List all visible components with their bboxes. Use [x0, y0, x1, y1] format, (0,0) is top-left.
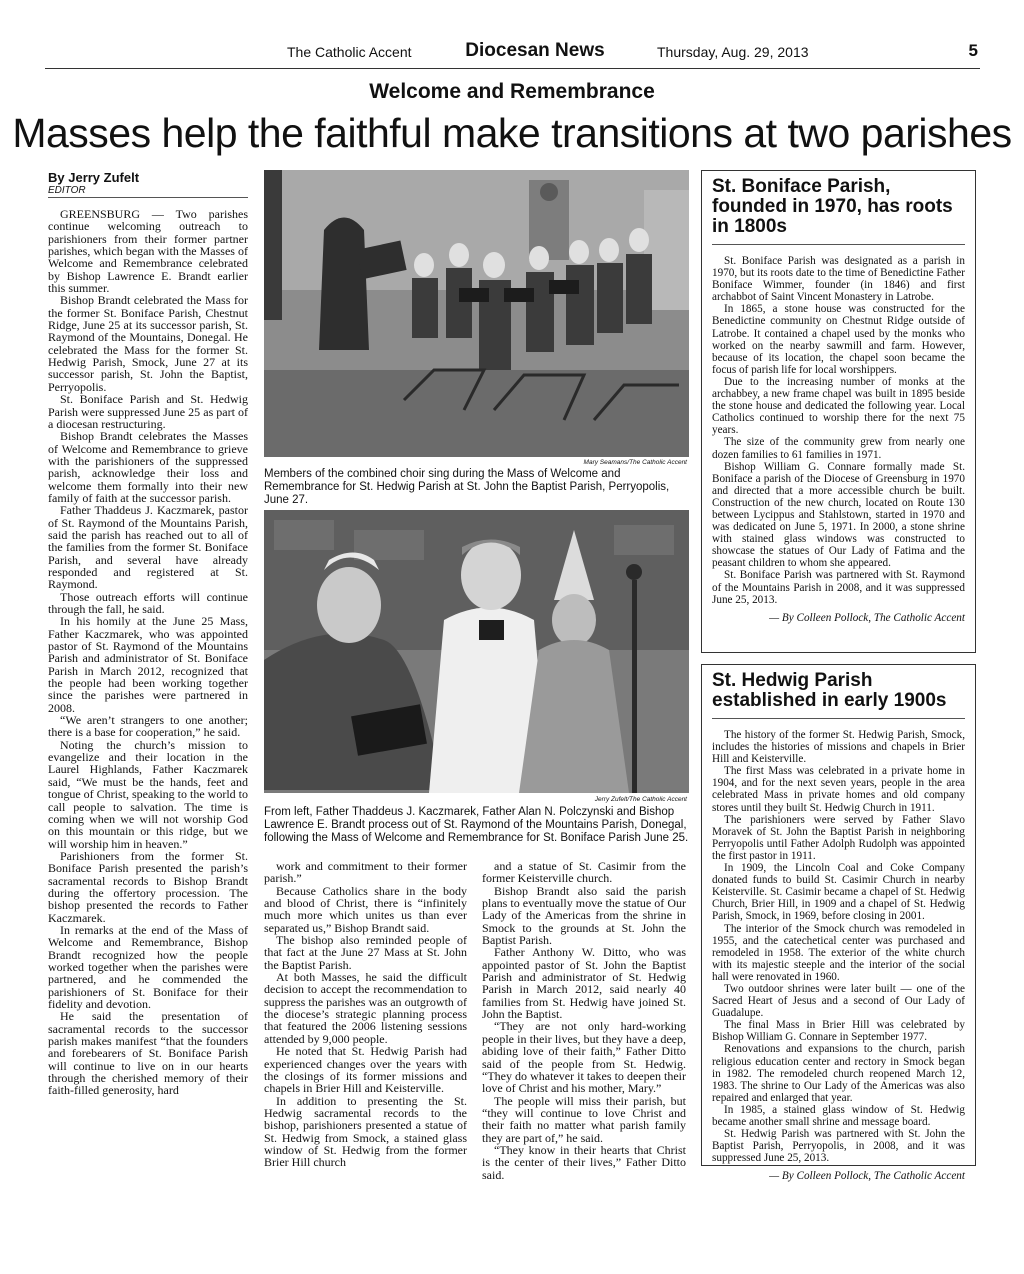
article-paragraph: “They are not only hard-working people in their lives, but they have a deep, abiding love of their faith,” Father Ditto said of the people from St. Hedwig. “They do whatever it takes to deepen their love of Christ and his mother, Mary.”	[482, 1019, 686, 1096]
kicker: Welcome and Remembrance	[369, 80, 655, 103]
article-paragraph: Bishop Brandt celebrated the Mass for the former St. Boniface Parish, Chestnut Ridge, June 25 at its successor parish, St. Raymond of the Mountains, Donegal. He celebrated the Mass for the former St. Hedwig Parish, Smock, June 27 at its successor parish, St. John the Baptist, Perryopolis.	[48, 293, 248, 394]
byline	[48, 170, 248, 196]
byline-title: EDITOR	[48, 185, 86, 196]
article-paragraph: He noted that St. Hedwig Parish had experienced changes over the years with the closings of its former missions and chapels in Brier Hill and Keisterville.	[264, 1044, 467, 1096]
article-column-1	[48, 208, 248, 1097]
sidebar-paragraph: The parishioners were served by Father Slavo Moravek of St. John the Baptist Parish in neighboring Perryopolis until Father Adolph Rudolph was appointed the first pastor in 1911.	[712, 813, 965, 862]
issue-date: Thursday, Aug. 29, 2013	[657, 44, 809, 60]
sidebar-paragraph: Bishop William G. Connare formally made St. Boniface a parish of the Diocese of Greensburg in 1970 and directed that a more accessible church be built. Construction of the new church, located on Route 130 between Lycippus and Stahlstown, started in 1970 and was dedicated on June 5, 1971. In 2000, a stone shrine with stained glass windows was constructed to showcase the statues of Our Lady of Fatima and the peasant children to whom she appeared.	[712, 460, 965, 570]
sidebar-body-1	[712, 255, 965, 606]
article-paragraph: Bishop Brandt celebrates the Masses of Welcome and Remembrance to grieve with the parishioners of the suppressed parish, acknowledge their loss and welcome them formally into their new family of faith at the successor parish.	[48, 429, 248, 505]
article-paragraph: The bishop also reminded people of that fact at the June 27 Mass at St. John the Baptist Parish.	[264, 933, 467, 972]
article-paragraph: GREENSBURG — Two parishes continue welcoming outreach to parishioners from their former partner parishes, which began with the Masses of Welcome and Remembrance celebrated by Bishop Lawrence E. Brandt earlier this summer.	[48, 207, 248, 296]
article-paragraph: “They know in their hearts that Christ is the center of their lives,” Father Ditto said.	[482, 1142, 686, 1182]
sidebar-paragraph: The interior of the Smock church was remodeled in 1955, and the catechetical center was purchased and remodeled in 1958. The exterior of the white church with its majestic steeple and the interior of the social hall were renovated in 1960.	[712, 922, 965, 983]
photo-caption-1: Members of the combined choir sing during the Mass of Welcome and Remembrance for St. Hedwig Parish at St. John the Baptist Parish, Perryopolis, June 27.	[264, 468, 670, 506]
procession-photo	[264, 510, 689, 793]
sidebar-paragraph: St. Hedwig Parish was partnered with St. John the Baptist Parish, Perryopolis, in 2008, and it was suppressed June 25, 2013.	[712, 1128, 965, 1165]
page-header	[45, 38, 980, 69]
sidebar-paragraph: The history of the former St. Hedwig Parish, Smock, includes the histories of missions and chapels in Brier Hill and Keisterville.	[712, 729, 965, 766]
article-paragraph: “We aren’t strangers to one another; there is a base for cooperation,” he said.	[48, 713, 248, 740]
article-paragraph: In addition to presenting the St. Hedwig sacramental records to the bishop, parishioners presented a statue of St. Hedwig from Smock, a stained glass window of St. Hedwig from the former Brier Hill church	[264, 1093, 467, 1170]
sidebar-body-2	[712, 729, 965, 1164]
sidebar-paragraph: St. Boniface Parish was designated as a parish in 1970, but its roots date to the time of Benedictine Father Boniface Wimmer, founder (in 1846) and first archabbot of Saint Vincent Monastery in Latrobe.	[712, 255, 965, 304]
article-paragraph: Those outreach efforts will continue through the fall, he said.	[48, 589, 248, 616]
article-paragraph: and a statue of St. Casimir from the former Keisterville church.	[482, 859, 686, 886]
article-paragraph: In remarks at the end of the Mass of Welcome and Remembrance, Bishop Brandt recognized how the people worked together when the parishes were partnered, and he commended the parishioners of St. Boniface for their fidelity and devotion.	[48, 922, 248, 1011]
article-paragraph: Bishop Brandt also said the parish plans to eventually move the statue of Our Lady of the Americas from the shrine in Smock to the grounds at St. John the Baptist Parish.	[482, 883, 686, 948]
sidebar-st-boniface	[701, 170, 976, 653]
sidebar-paragraph: Renovations and expansions to the church, parish religious education center and rectory in Smock began in 1982. The remodeled church reopened March 12, 1983. The shrine to Our Lady of the Americas was also repaired and enlarged that year.	[712, 1043, 965, 1104]
choir-photo	[264, 170, 689, 457]
sidebar-paragraph: In 1985, a stained glass window of St. Hedwig became another small shrine and message board.	[712, 1103, 965, 1128]
sidebar-paragraph: The final Mass in Brier Hill was celebrated by Bishop William G. Connare in September 1977.	[712, 1019, 965, 1044]
sidebar-signature-1: — By Colleen Pollock, The Catholic Accent	[769, 611, 965, 624]
article-paragraph: Parishioners from the former St. Boniface Parish presented the parish’s sacramental records to Bishop Brandt during the offertory procession. The bishop presented the records to Father Kaczmarek.	[48, 848, 248, 925]
sidebar-title-1: St. Boniface Parish, founded in 1970, has roots in 1800s	[712, 177, 965, 245]
article-paragraph: Father Thaddeus J. Kaczmarek, pastor of St. Raymond of the Mountains Parish, said the parish has reached out to all of the families from the former St. Boniface Parish, and several have already responded and registered at St. Raymond.	[48, 503, 248, 592]
article-paragraph: Father Anthony W. Ditto, who was appointed pastor of St. John the Baptist Parish and administrator of St. Hedwig Parish in March 2012, said nearly 40 families from St. Hedwig have joined St. John the Baptist.	[482, 945, 686, 1022]
section-name: Diocesan News	[465, 40, 605, 61]
sidebar-paragraph: In 1865, a stone house was constructed for the Benedictine community on Chestnut Ridge outside of Latrobe. It contained a chapel used by the monks who worked on the nearby sawmill and farm. However, because of its location, the chapel soon became the focus of parish life for local worshippers.	[712, 303, 965, 376]
article-paragraph: In his homily at the June 25 Mass, Father Kaczmarek, who was appointed pastor of St. Raymond of the Mountains Parish and administrator of St. Boniface Parish in March 2012, recognized that the people had been working together since the parishes were partnered in 2008.	[48, 614, 248, 715]
sidebar-paragraph: In 1909, the Lincoln Coal and Coke Company donated funds to build St. Casimir Church in nearby Keisterville. St. Casimir became a chapel of St. Hedwig Church, Brier Hill, in 1909 and a chapel of St. Hedwig Parish, Smock, in 1969, before closing in 2001.	[712, 862, 965, 923]
sidebar-title-2: St. Hedwig Parish established in early 1900s	[712, 671, 965, 719]
sidebar-paragraph: Due to the increasing number of monks at the archabbey, a new frame chapel was built in 1895 beside the stone house and dedicated the following year. Local Catholics continued to worship there for the next 75 years.	[712, 375, 965, 437]
article-paragraph: The people will miss their parish, but “they will continue to love Christ and their faith no matter what parish family they are part of,” he said.	[482, 1093, 686, 1145]
headline: Masses help the faithful make transitions at two parishes	[12, 110, 1012, 156]
photo-credit-1: Mary Seamans/The Catholic Accent	[583, 459, 687, 466]
sidebar-paragraph: St. Boniface Parish was partnered with St. Raymond of the Mountains Parish in 2008, and it was suppressed June 25, 2013.	[712, 569, 965, 606]
photo-credit-2: Jerry Zufelt/The Catholic Accent	[594, 796, 687, 803]
byline-divider	[48, 197, 248, 198]
byline-name: By Jerry Zufelt	[48, 170, 140, 185]
article-paragraph: Noting the church’s mission to evangelize and their location in the Laurel Highlands, Father Kaczmarek said, “We must be the hands, feet and tongue of Christ, speaking to the world to call people to salvation. The time is coming when we will not worship God on this mountain or this ridge, but we will worship him in heaven.”	[48, 737, 248, 851]
article-paragraph: work and commitment to their former parish.”	[264, 859, 467, 886]
publication-name: The Catholic Accent	[287, 44, 412, 60]
photo-caption-2: From left, Father Thaddeus J. Kaczmarek, Father Alan N. Polczynski and Bishop Lawrence E. Brandt process out of St. Raymond of the Mountains Parish, Donegal, following the Mass of Welcome and Remembrance for St. Boniface Parish June 25.	[264, 806, 689, 844]
article-paragraph: At both Masses, he said the difficult decision to accept the recommendation to suppress the parishes was an outgrowth of the diocese’s strategic planning process that featured the 2006 listening sessions attended by 9,000 people.	[264, 970, 467, 1046]
sidebar-paragraph: The first Mass was celebrated in a private home in 1904, and for the next seven years, people in the area celebrated Mass in private homes and old company stores until they built St. Hedwig Church in 1911.	[712, 765, 965, 814]
article-column-2	[264, 860, 467, 1169]
sidebar-paragraph: The size of the community grew from nearly one dozen families to 61 families in 1971.	[712, 436, 965, 461]
article-column-3	[482, 860, 686, 1181]
page-number: 5	[968, 41, 978, 60]
sidebar-paragraph: Two outdoor shrines were later built — one of the Sacred Heart of Jesus and a second of Our Lady of Guadalupe.	[712, 982, 965, 1020]
article-paragraph: He said the presentation of sacramental records to the successor parish makes manifest “that the founders and forebearers of St. Boniface Parish will continue to live on in our hearts through the cherished memory of their faith-filled generosity, hard	[48, 1009, 248, 1098]
sidebar-signature-2: — By Colleen Pollock, The Catholic Accent	[769, 1170, 965, 1183]
article-paragraph: St. Boniface Parish and St. Hedwig Parish were suppressed June 25 as part of a diocesan restructuring.	[48, 392, 248, 431]
sidebar-st-hedwig	[701, 664, 976, 1183]
article-paragraph: Because Catholics share in the body and blood of Christ, there is “infinitely much more which unites us than ever separated us,” Bishop Brandt said.	[264, 883, 467, 935]
